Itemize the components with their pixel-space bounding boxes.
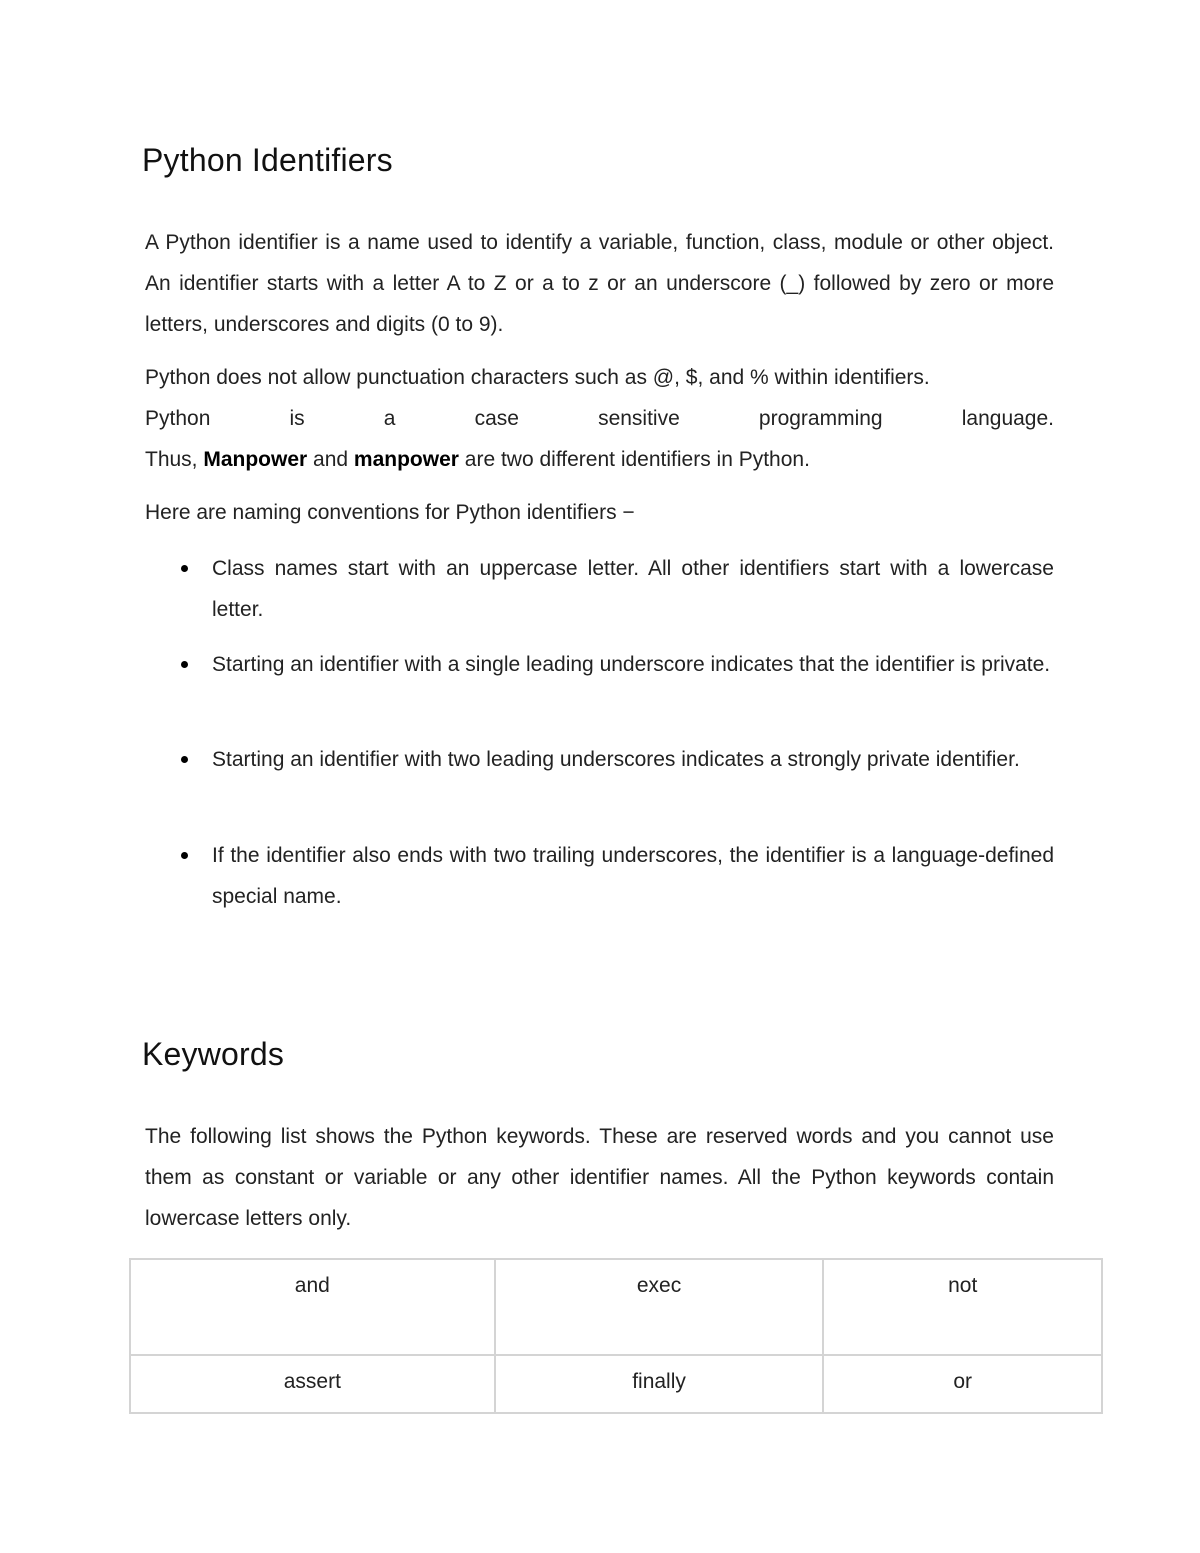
- case-sensitive-line: Python is a case sensitive programming language.: [145, 407, 1054, 430]
- bold-term-manpower-upper: Manpower: [203, 448, 308, 471]
- table-cell: assert: [130, 1355, 495, 1413]
- list-item-text: Starting an identifier with a single leading underscore indicates that the identifier is private.: [212, 653, 1051, 676]
- table-row: [130, 1259, 1102, 1355]
- list-item: [212, 739, 1054, 780]
- bullet-icon: [181, 661, 188, 668]
- list-item: [212, 644, 1054, 685]
- list-item-text: Class names start with an uppercase letter. All other identifiers start with a lowercase letter.: [212, 557, 1054, 621]
- bullet-icon: [181, 756, 188, 763]
- list-item-text: If the identifier also ends with two trailing underscores, the identifier is a language-defined special name.: [212, 844, 1054, 908]
- table-cell: finally: [495, 1355, 824, 1413]
- punctuation-rule-line: Python does not allow punctuation characters such as @, $, and % within identifiers.: [145, 366, 930, 389]
- bullet-icon: [181, 565, 188, 572]
- identifier-definition-paragraph: A Python identifier is a name used to identify a variable, function, class, module or other object. An identifier starts with a letter A to Z or a to z or an underscore (_) followed by zero or more letters, underscores and digits (0 to 9).: [145, 231, 1054, 336]
- case-example-prefix: Thus,: [145, 448, 204, 471]
- table-cell: not: [823, 1259, 1102, 1355]
- case-example-suffix: are two different identifiers in Python.: [458, 448, 810, 471]
- identifier-rules-paragraph: [145, 357, 1054, 480]
- table-cell: exec: [495, 1259, 824, 1355]
- keywords-description-paragraph: The following list shows the Python keywords. These are reserved words and you cannot use them as constant or variable or any other identifier names. All the Python keywords contain lowercase letters only.: [145, 1125, 1054, 1230]
- section-title-identifiers: Python Identifiers: [142, 142, 393, 178]
- keywords-table: [129, 1258, 1103, 1414]
- case-example-mid: and: [307, 448, 354, 471]
- bold-term-manpower-lower: manpower: [353, 448, 459, 471]
- list-item-text: Starting an identifier with two leading underscores indicates a strongly private identifier.: [212, 748, 1020, 771]
- table-cell: or: [823, 1355, 1102, 1413]
- table-cell: and: [130, 1259, 495, 1355]
- table-row: [130, 1355, 1102, 1413]
- list-item: [212, 548, 1054, 630]
- bullet-icon: [181, 852, 188, 859]
- list-item: [212, 835, 1054, 917]
- section-title-keywords: Keywords: [142, 1036, 285, 1072]
- naming-conventions-intro: Here are naming conventions for Python identifiers −: [145, 501, 635, 524]
- case-example-line: [145, 448, 810, 471]
